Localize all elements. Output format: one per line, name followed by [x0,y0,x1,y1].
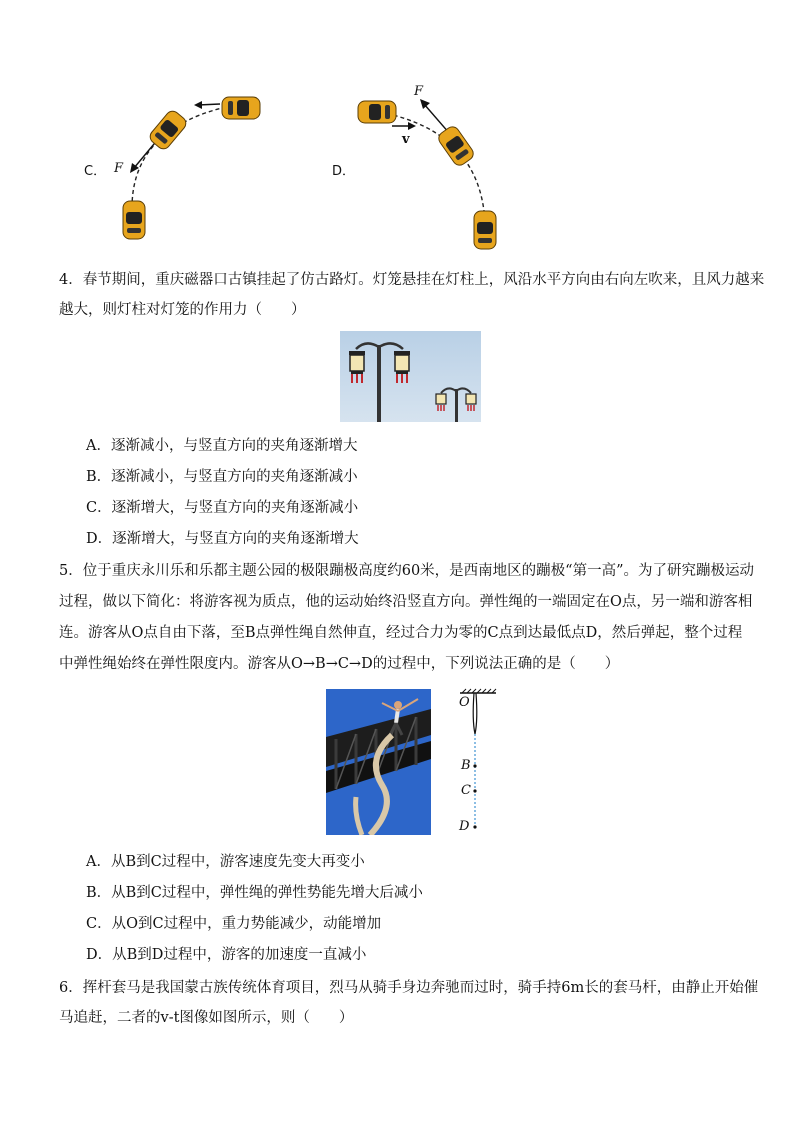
q6-line-1: 6．挥杆套马是我国蒙古族传统体育项目，烈马从骑手身边奔驰而过时，骑手持6m长的套马杆，由静止开始催 [59,980,759,996]
bungee-photo [326,689,431,835]
curved-path-d [330,82,530,254]
q5-option-c[interactable]: C．从O到C过程中，重力势能减少，动能增加 [86,916,382,932]
q5-line-1: 5．位于重庆永川乐和乐都主题公园的极限蹦极高度约60米，是西南地区的蹦极“第一高”。为了研究蹦极运动 [59,563,754,579]
car-middle-d [436,124,476,168]
q6-line-2: 马追赶，二者的v-t图像如图所示，则（ ） [59,1010,354,1026]
point-d-label: D [459,819,470,834]
car-top-d [358,101,396,123]
q5-option-b[interactable]: B．从B到C过程中，弹性绳的弹性势能先增大后减小 [86,885,423,901]
q4-option-a[interactable]: A．逐渐减小，与竖直方向的夹角逐渐增大 [86,438,358,454]
point-c-label: C [461,783,471,798]
option-c-label: C． [84,164,107,179]
car-top-c [222,97,260,119]
bungee-schematic [452,688,502,838]
diagram-option-c [80,88,280,248]
q5-line-2: 过程，做以下简化：将游客视为质点，他的运动始终沿竖直方向。弹性绳的一端固定在O点，另一端和游客相 [59,594,753,610]
force-label-d: F [414,84,424,99]
q5-option-a[interactable]: A．从B到C过程中，游客速度先变大再变小 [86,854,365,870]
q4-option-d[interactable]: D．逐渐增大，与竖直方向的夹角逐渐增大 [86,531,359,547]
force-label-c: F [114,161,124,176]
option-d-label: D． [332,164,356,179]
q4-line-1: 4．春节期间，重庆磁器口古镇挂起了仿古路灯。灯笼悬挂在灯柱上，风沿水平方向由右向左吹来，且风力越来 [59,272,765,288]
point-o-label: O [459,695,470,710]
velocity-label-d: v [402,132,410,147]
q4-option-b[interactable]: B．逐渐减小，与竖直方向的夹角逐渐减小 [86,469,358,485]
q5-line-4: 中弹性绳始终在弹性限度内。游客从O→B→C→D的过程中，下列说法正确的是（ ） [59,656,620,672]
curved-path-c [80,88,280,248]
q5-line-3: 连。游客从O点自由下落，至B点弹性绳自然伸直，经过合力为零的C点到达最低点D，然后弹起，整个过程 [59,625,743,641]
diagram-option-d [330,82,530,254]
point-b-label: B [461,758,471,773]
q5-option-d[interactable]: D．从B到D过程中，游客的加速度一直减小 [86,947,367,963]
car-bottom-d [474,211,496,249]
q4-option-c[interactable]: C．逐渐增大，与竖直方向的夹角逐渐减小 [86,500,359,516]
car-bottom-c [123,201,145,239]
lantern-photo [340,331,481,422]
q4-line-2: 越大，则灯柱对灯笼的作用力（ ） [59,302,306,318]
